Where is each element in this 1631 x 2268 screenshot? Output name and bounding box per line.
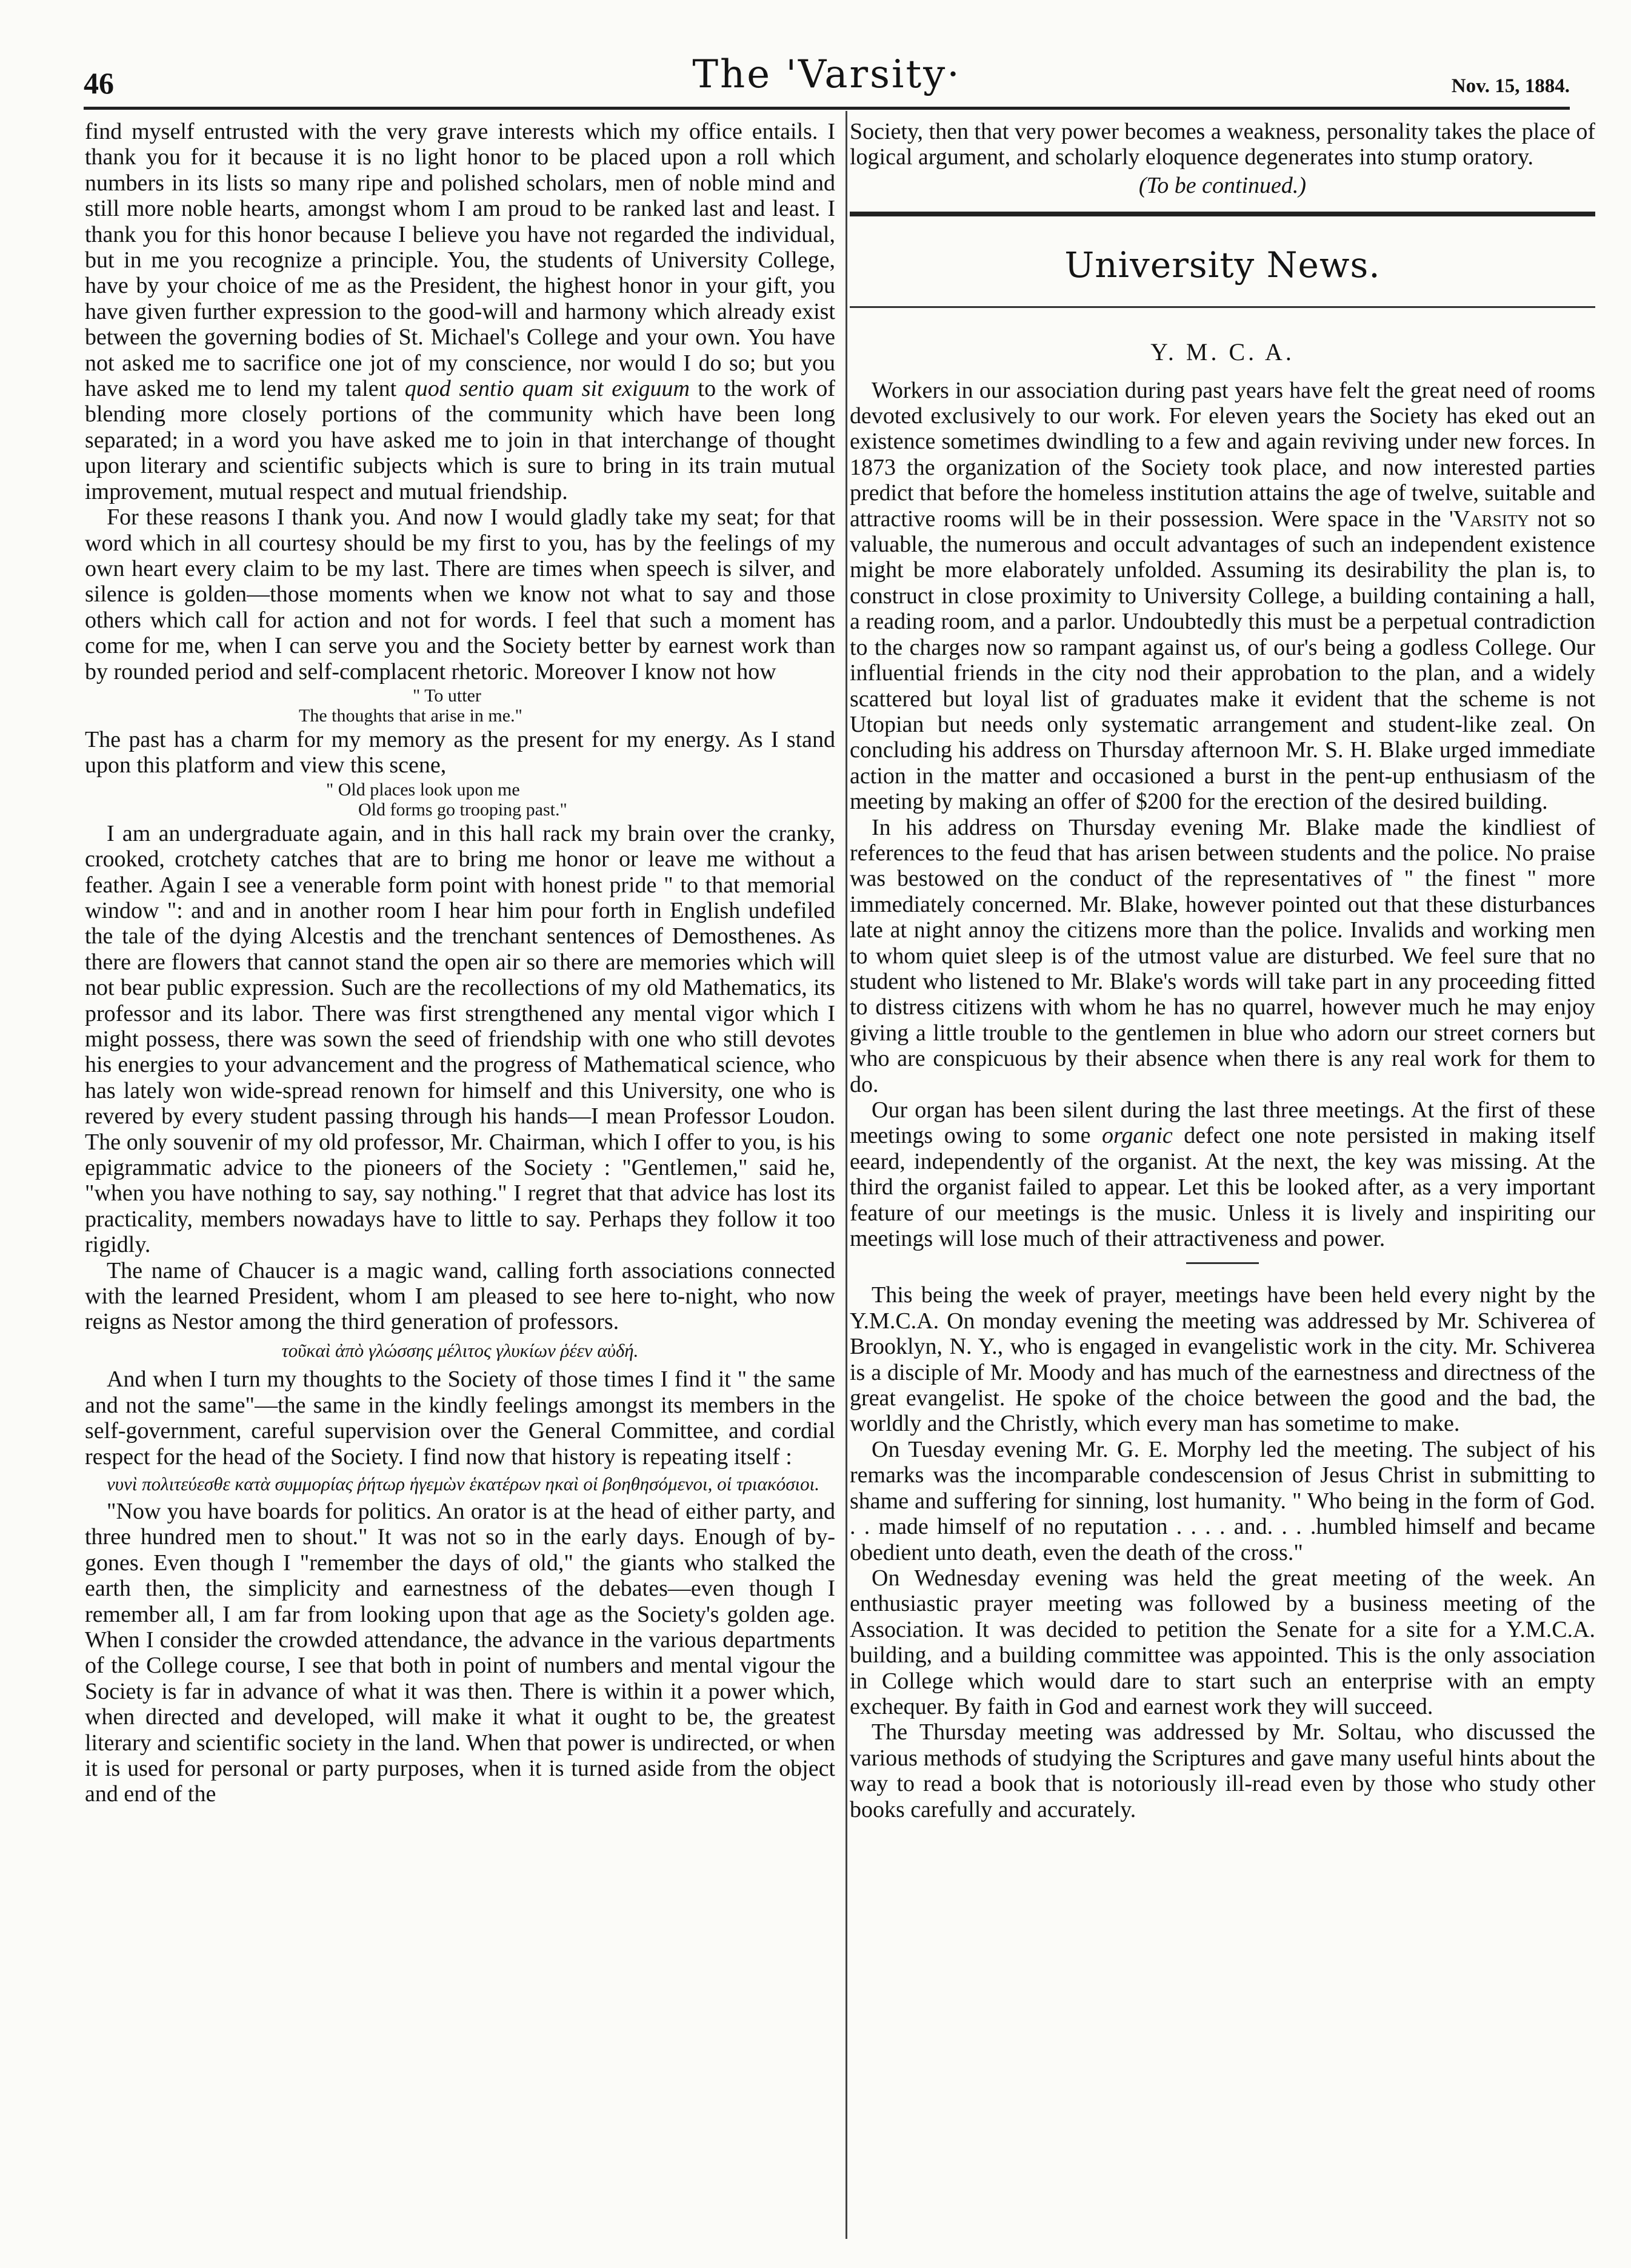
left-column bbox=[85, 119, 835, 2119]
quotation bbox=[85, 686, 835, 726]
paragraph: For these reasons I thank you. And now I would gladly take my seat; for that word which in all courtesy should be my first to you, has by the feelings of my own heart every claim to be my last. There are times when speech is silver, and silence is golden—those moments when we know not what to say and those others which call for action and not for words. I feel that such a moment has come for me, when I can serve you and the Society better by earnest work than by rounded period and self-complacent rhetoric. Moreover I know not how bbox=[85, 504, 835, 684]
header-rule bbox=[84, 107, 1570, 110]
paragraph: The Thursday meeting was addressed by Mr. Soltau, who discussed the various methods of studying the Scriptures and gave many useful hints about the way to read a book that is notoriously ill-read even by those who study other books carefully and accurately. bbox=[850, 1719, 1595, 1822]
continued-note: (To be continued.) bbox=[1138, 172, 1307, 198]
quotation-line: The thoughts that arise in me." bbox=[299, 705, 522, 726]
quotation-line: " To utter bbox=[413, 685, 481, 706]
greek-quotation: νυνὶ πολιτεύεσθε κατὰ συμμορίας ῥήτωρ ἡγεμὼν ἑκατέρων ηκαὶ οἱ βοηθησόμενοι, οἱ τριακόσιοι. bbox=[107, 1473, 819, 1494]
masthead-title: The 'Varsity· bbox=[692, 52, 961, 97]
quotation-line: " Old places look upon me bbox=[326, 779, 520, 800]
page-number: 46 bbox=[84, 66, 114, 100]
varsity-name: 'Varsity bbox=[1449, 506, 1529, 532]
quotation bbox=[326, 780, 835, 820]
column-divider bbox=[846, 111, 847, 2239]
paragraph: On Tuesday evening Mr. G. E. Morphy led the meeting. The subject of his remarks was the incomparable condescension of Jesus Christ in submitting to shame and suffering for sinning, lost humanity. " Who being in the form of God. . . made himself of no reputation . . . . and. . . .humbled himself and became obedient unto death, even the death of the cross." bbox=[850, 1436, 1595, 1565]
section-title: University News. bbox=[1064, 244, 1381, 286]
separator-rule bbox=[1186, 1262, 1259, 1264]
paragraph: And when I turn my thoughts to the Society of those times I find it " the same and not the same"—the same in the kindly feelings amongst its members in the self-government, careful supervision over the General Committee, and cordial respect for the head of the Society. I find now that history is repeating itself : bbox=[85, 1366, 835, 1470]
quotation-line: Old forms go trooping past." bbox=[358, 799, 567, 820]
paragraph: On Wednesday evening was held the great meeting of the week. An enthusiastic prayer meeting was followed by a business meeting of the Association. It was decided to petition the Senate for a site for a Y.M.C.A. building, and a building committee was appointed. This is the only association in College which would dare to start such an enterprise with an empty exchequer. By faith in God and earnest work they will succeed. bbox=[850, 1565, 1595, 1719]
paragraph: The past has a charm for my memory as the present for my energy. As I stand upon this platform and view this scene, bbox=[85, 726, 835, 778]
greek-quotation: τοῦκαὶ ἀπὸ γλώσσης μέλιτος γλυκίων ῥέεν αὐδή. bbox=[281, 1339, 639, 1361]
issue-date: Nov. 15, 1884. bbox=[1451, 75, 1570, 97]
paragraph: "Now you have boards for politics. An orator is at the head of either party, and three hundred men to shout." It was not so in the early days. Enough of by-gones. Even though I "remember the days of old," the giants who stalked the earth then, the simplicity and earnestness of the debates—even though I remember all, I am far from looking upon that age as the Society's golden age. When I consider the crowded attendance, the advance in the various departments of the College course, I see that both in point of numbers and mental vigour the Society is far in advance of what it was then. There is within it a power which, when directed and developed, will make it what it ought to be, the greatest literary and scientific society in the land. When that power is undirected, or when it is used for personal or party purposes, when it is turned aside from the object and end of the bbox=[85, 1498, 835, 1807]
paragraph: In his address on Thursday evening Mr. Blake made the kindliest of references to the feud that has arisen between students and the police. No praise was bestowed on the conduct of the representatives of " the finest " more immediately concerned. Mr. Blake, however pointed out that these disturbances late at night annoy the citizens more than the police. Invalids and working men to whom quiet sleep is of the utmost value are disturbed. We feel sure that no student who listened to Mr. Blake's words will take part in any proceeding fitted to distress citizens with whom he has no quarrel, however much he may enjoy giving a little trouble to the gentlemen in blue who adorn our street corners but who are conspicuous by their absence when there is any real work for them to do. bbox=[850, 814, 1595, 1097]
page-header bbox=[84, 52, 1570, 107]
section-rule bbox=[850, 212, 1595, 216]
paragraph: I am an undergraduate again, and in this hall rack my brain over the cranky, crooked, crotchety catches that are to bring me honor or leave me without a feather. Again I see a venerable form point with honest pride " to that memorial window ": and and in another room I hear him pour forth in English undefiled the tale of the dying Alcestis and the trenchant sentences of Demosthenes. As there are flowers that cannot stand the open air so there are memories which will not bear public expression. Such are the recollections of my old Mathematics, its professor and its labor. There was first strengthened any mental vigor which I might possess, there was sown the seed of friendship with one who still devotes his energies to your advancement and the progress of Mathematical science, who has lately won wide-spread renown for himself and this University, one who is revered by every student passing through his hands—I mean Professor Loudon. The only souvenir of my old professor, Mr. Chairman, which I offer to you, is his epigrammatic advice to the pioneers of the Society : "Gentlemen," said he, "when you have nothing to say, say nothing." I regret that that advice has lost its practicality, members nowadays have to little to say. Perhaps they follow it too rigidly. bbox=[85, 820, 835, 1258]
section-rule bbox=[850, 306, 1595, 308]
paragraph: This being the week of prayer, meetings have been held every night by the Y.M.C.A. On monday evening the meeting was addressed by Mr. Schiverea of Brooklyn, N. Y., who is engaged in evangelistic work in the city. Mr. Schiverea is a disciple of Mr. Moody and has much of the earnestness and directness of the great evangelist. He spoke of the choice between the good and the bad, the worldly and the Christly, which every man has sometime to make. bbox=[850, 1282, 1595, 1437]
paragraph: find myself entrusted with the very grave interests which my office entails. I thank you for it because it is no light honor to be placed upon a roll which numbers in its lists so many ripe and polished scholars, men of noble mind and still more noble hearts, amongst whom I am proud to be ranked last and least. I thank you for this honor because I believe you have not regarded the individual, but in me you recognize a principle. You, the students of University College, have by your choice of me as the President, the highest honor in your gift, you have given further expression to the good-will and harmony which already exist between the governing bodies of St. Michael's College and your own. You have not asked me to sacrifice one jot of my conscience, nor would I do so; but you have asked me to lend my talent quod sentio quam sit exiguum to the work of blending more closely portions of the community which have been long separated; in a word you have asked me to join in that interchange of thought upon literary and scientific subjects which is sure to bring in its train mutual improvement, mutual respect and mutual friendship. bbox=[85, 119, 835, 504]
paragraph: The name of Chaucer is a magic wand, calling forth associations connected with the learned President, whom I am pleased to see here to-night, who now reigns as Nestor among the third generation of professors. bbox=[85, 1257, 835, 1335]
right-column bbox=[850, 119, 1595, 2119]
latin-phrase: quod sentio quam sit exiguum bbox=[404, 376, 690, 402]
paragraph: Society, then that very power becomes a weakness, personality takes the place of logical argument, and scholarly eloquence degenerates into stump oratory. bbox=[850, 119, 1595, 170]
subheading: Y. M. C. A. bbox=[1150, 338, 1295, 366]
paragraph: Our organ has been silent during the last three meetings. At the first of these meetings owing to some organic defect one note persisted in making itself eeard, independently of the organist. At the next, the key was missing. At the third the organist failed to appear. Let this be looked after, as a very important feature of our meetings is the music. Unless it is lively and inspiriting our meetings will lose much of their attractiveness and power. bbox=[850, 1097, 1595, 1252]
paragraph: Workers in our association during past years have felt the great need of rooms devoted exclusively to our work. For eleven years the Society has eked out an existence sometimes dwindling to a few and again reviving under new forces. In 1873 the organization of the Society took place, and now interested parties predict that before the homeless institution attains the age of twelve, suitable and attractive rooms will be in their possession. Were space in the 'Varsity not so valuable, the numerous and occult advantages of such an independent existence might be more elaborately unfolded. Assuming its desirability the plan is, to construct in close proximity to University College, a building containing a hall, a reading room, and a parlor. Undoubtedly this must be a perpetual contradiction to the charges now so rampant against us, of our's being a godless College. Our influential friends in the city nod their approbation to the plan, and a widely scattered but loyal list of graduates make it evident that the scheme is not Utopian but needs only systematic arrangement and student-like zeal. On concluding his address on Thursday afternoon Mr. S. H. Blake urged immediate action in the matter and occasioned a burst in the pent-up enthusiasm of the meeting by making an offer of $200 for the erection of the desired building. bbox=[850, 377, 1595, 815]
